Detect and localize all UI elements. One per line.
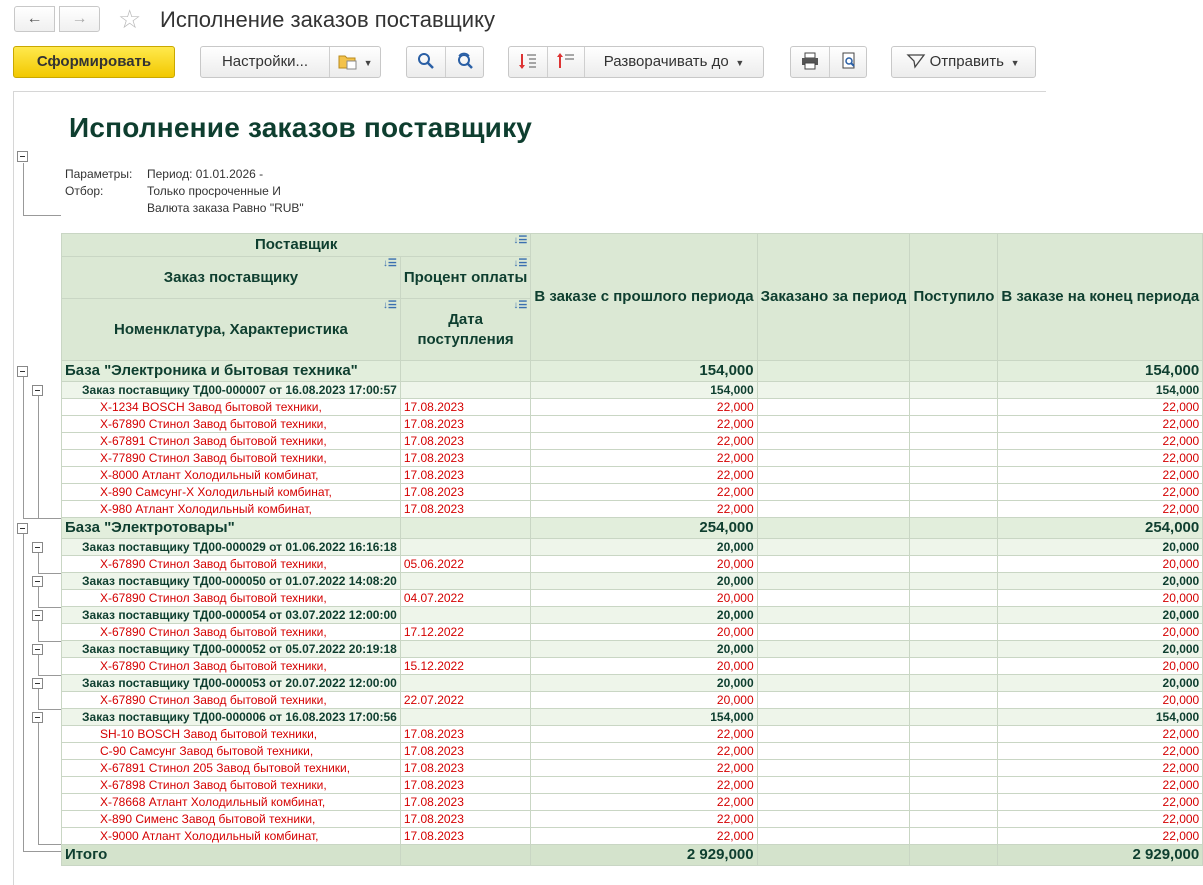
arrow-left-icon: ← — [26, 10, 43, 27]
row-date: 17.08.2023 — [400, 828, 531, 845]
filter-value-1: Только просроченные И — [147, 184, 281, 198]
row-prev-period: 22,000 — [531, 484, 757, 501]
row-end-period: 20,000 — [998, 556, 1203, 573]
row-prev-period: 22,000 — [531, 777, 757, 794]
row-prev-period: 20,000 — [531, 539, 757, 556]
row-received — [910, 590, 998, 607]
row-prev-period: 20,000 — [531, 624, 757, 641]
row-name: Заказ поставщику ТД00-000053 от 20.07.2022 12:00:00 — [62, 675, 401, 692]
row-prev-period: 22,000 — [531, 416, 757, 433]
total-label: Итого — [62, 845, 401, 866]
chevron-down-icon: ▼ — [732, 58, 745, 68]
header-ordered[interactable]: Заказано за период — [757, 234, 910, 361]
row-date: 17.08.2023 — [400, 743, 531, 760]
row-ordered — [757, 777, 910, 794]
row-ordered — [757, 399, 910, 416]
row-received — [910, 539, 998, 556]
row-name: X-890 Сименс Завод бытовой техники, — [62, 811, 401, 828]
row-received — [910, 709, 998, 726]
params-label: Параметры: — [65, 167, 133, 181]
row-date: 17.08.2023 — [400, 777, 531, 794]
settings-button[interactable]: Настройки... — [221, 53, 309, 70]
row-date — [400, 607, 531, 624]
row-ordered — [757, 539, 910, 556]
row-prev-period: 22,000 — [531, 726, 757, 743]
row-prev-period: 20,000 — [531, 692, 757, 709]
row-ordered — [757, 743, 910, 760]
row-ordered — [757, 590, 910, 607]
header-prev-period[interactable]: В заказе с прошлого периода — [531, 234, 757, 361]
row-date — [400, 518, 531, 539]
group-row-order[interactable] — [62, 675, 1203, 692]
arrow-right-icon: → — [71, 10, 88, 27]
item-row[interactable] — [62, 467, 1203, 484]
outline-line — [23, 851, 61, 852]
item-row[interactable] — [62, 556, 1203, 573]
find-next-button[interactable] — [446, 47, 484, 77]
row-end-period: 20,000 — [998, 573, 1203, 590]
row-prev-period: 20,000 — [531, 675, 757, 692]
row-name: C-90 Самсунг Завод бытовой техники, — [62, 743, 401, 760]
row-date: 17.08.2023 — [400, 450, 531, 467]
item-row[interactable] — [62, 726, 1203, 743]
collapse-order-toggle[interactable] — [32, 712, 43, 723]
send-label: Отправить — [929, 53, 1004, 70]
row-ordered — [757, 658, 910, 675]
row-end-period: 22,000 — [998, 450, 1203, 467]
row-prev-period: 254,000 — [531, 518, 757, 539]
row-date — [400, 675, 531, 692]
row-received — [910, 484, 998, 501]
row-end-period: 154,000 — [998, 709, 1203, 726]
row-ordered — [757, 467, 910, 484]
params-value: Период: 01.01.2026 - — [147, 167, 264, 181]
report-title: Исполнение заказов поставщику — [69, 112, 533, 143]
total-end: 2 929,000 — [998, 845, 1203, 866]
row-name: Заказ поставщику ТД00-000054 от 03.07.2022 12:00:00 — [62, 607, 401, 624]
outline-line — [23, 377, 24, 518]
row-ordered — [757, 811, 910, 828]
expand-to-label: Разворачивать до — [603, 53, 729, 70]
group-row-order[interactable] — [62, 573, 1203, 590]
row-end-period: 20,000 — [998, 607, 1203, 624]
filter-value-2: Валюта заказа Равно "RUB" — [147, 201, 304, 215]
settings-group — [200, 46, 381, 78]
row-received — [910, 743, 998, 760]
row-received — [910, 692, 998, 709]
row-date: 17.08.2023 — [400, 760, 531, 777]
sort-icon: ↓☰ — [382, 258, 397, 269]
row-date: 17.12.2022 — [400, 624, 531, 641]
row-date: 22.07.2022 — [400, 692, 531, 709]
row-date — [400, 641, 531, 658]
collapse-order-toggle[interactable] — [32, 385, 43, 396]
item-row[interactable] — [62, 433, 1203, 450]
row-ordered — [757, 760, 910, 777]
row-received — [910, 416, 998, 433]
row-end-period: 20,000 — [998, 539, 1203, 556]
row-date: 17.08.2023 — [400, 811, 531, 828]
row-received — [910, 361, 998, 382]
collapse-groups-icon — [556, 52, 576, 70]
row-date: 17.08.2023 — [400, 501, 531, 518]
total-prev: 2 929,000 — [531, 845, 757, 866]
row-end-period: 22,000 — [998, 416, 1203, 433]
row-received — [910, 556, 998, 573]
item-row[interactable] — [62, 624, 1203, 641]
row-name: Заказ поставщику ТД00-000007 от 16.08.2023 17:00:57 — [62, 382, 401, 399]
row-received — [910, 399, 998, 416]
item-row[interactable] — [62, 794, 1203, 811]
row-name: X-67891 Стинол Завод бытовой техники, — [62, 433, 401, 450]
row-date: 17.08.2023 — [400, 484, 531, 501]
outline-line — [38, 844, 61, 845]
row-name: X-67890 Стинол Завод бытовой техники, — [62, 416, 401, 433]
collapse-groups-button[interactable] — [548, 47, 584, 77]
row-name: X-67898 Стинол Завод бытовой техники, — [62, 777, 401, 794]
row-end-period: 22,000 — [998, 433, 1203, 450]
row-name: X-67890 Стинол Завод бытовой техники, — [62, 590, 401, 607]
collapse-group-toggle[interactable] — [17, 523, 28, 534]
item-row[interactable] — [62, 743, 1203, 760]
row-received — [910, 433, 998, 450]
row-prev-period: 22,000 — [531, 811, 757, 828]
group-row-warehouse[interactable] — [62, 518, 1203, 539]
row-ordered — [757, 450, 910, 467]
row-prev-period: 20,000 — [531, 573, 757, 590]
outline-line — [38, 553, 39, 573]
generate-button[interactable]: Сформировать — [13, 46, 175, 78]
row-name: База "Электротовары" — [62, 518, 401, 539]
row-date — [400, 361, 531, 382]
item-row[interactable] — [62, 658, 1203, 675]
row-ordered — [757, 624, 910, 641]
item-row[interactable] — [62, 450, 1203, 467]
row-ordered — [757, 361, 910, 382]
outline-line — [38, 709, 61, 710]
expand-to-dropdown[interactable] — [585, 47, 763, 77]
item-row[interactable] — [62, 416, 1203, 433]
window-title: Исполнение заказов поставщику — [160, 7, 495, 32]
row-date: 17.08.2023 — [400, 433, 531, 450]
row-end-period: 22,000 — [998, 777, 1203, 794]
row-prev-period: 20,000 — [531, 607, 757, 624]
outline-line — [38, 621, 39, 641]
outline-line — [38, 675, 61, 676]
row-name: X-67891 Стинол 205 Завод бытовой техники, — [62, 760, 401, 777]
row-end-period: 154,000 — [998, 361, 1203, 382]
sort-icon: ↓☰ — [513, 235, 528, 246]
chevron-down-icon: ▼ — [363, 58, 373, 68]
row-received — [910, 450, 998, 467]
outline-line — [38, 573, 61, 574]
folder-icon — [337, 51, 359, 71]
collapse-order-toggle[interactable] — [32, 678, 43, 689]
report-table — [61, 233, 1203, 866]
row-prev-period: 154,000 — [531, 382, 757, 399]
row-ordered — [757, 675, 910, 692]
row-end-period: 22,000 — [998, 794, 1203, 811]
row-end-period: 22,000 — [998, 399, 1203, 416]
outline-line — [38, 641, 61, 642]
row-prev-period: 154,000 — [531, 361, 757, 382]
row-prev-period: 22,000 — [531, 743, 757, 760]
row-date: 17.08.2023 — [400, 416, 531, 433]
row-ordered — [757, 433, 910, 450]
send-icon — [907, 53, 925, 69]
row-prev-period: 20,000 — [531, 590, 757, 607]
header-end-period[interactable]: В заказе на конец периода — [998, 234, 1203, 361]
row-date: 15.12.2022 — [400, 658, 531, 675]
item-row[interactable] — [62, 828, 1203, 845]
row-end-period: 22,000 — [998, 743, 1203, 760]
item-row[interactable] — [62, 590, 1203, 607]
row-end-period: 22,000 — [998, 484, 1203, 501]
row-end-period: 20,000 — [998, 590, 1203, 607]
row-date: 17.08.2023 — [400, 726, 531, 743]
item-row[interactable] — [62, 760, 1203, 777]
expand-groups-icon — [518, 52, 538, 70]
row-received — [910, 658, 998, 675]
row-received — [910, 794, 998, 811]
outline-line — [38, 396, 39, 518]
row-name: X-980 Атлант Холодильный комбинат, — [62, 501, 401, 518]
header-item[interactable]: Номенклатура, Характеристика ↓☰ — [62, 299, 401, 361]
row-end-period: 22,000 — [998, 811, 1203, 828]
group-row-warehouse[interactable] — [62, 361, 1203, 382]
row-received — [910, 518, 998, 539]
row-end-period: 20,000 — [998, 675, 1203, 692]
row-prev-period: 22,000 — [531, 399, 757, 416]
row-ordered — [757, 416, 910, 433]
group-row-order[interactable] — [62, 539, 1203, 556]
print-group — [790, 46, 867, 78]
row-received — [910, 501, 998, 518]
row-date — [400, 539, 531, 556]
row-received — [910, 828, 998, 845]
row-name: X-67890 Стинол Завод бытовой техники, — [62, 692, 401, 709]
row-received — [910, 777, 998, 794]
row-ordered — [757, 607, 910, 624]
total-row — [62, 845, 1203, 866]
row-prev-period: 22,000 — [531, 450, 757, 467]
printer-icon — [800, 52, 820, 70]
row-date: 17.08.2023 — [400, 467, 531, 484]
row-date — [400, 709, 531, 726]
search-button[interactable] — [407, 47, 445, 77]
row-ordered — [757, 518, 910, 539]
group-row-order[interactable] — [62, 607, 1203, 624]
row-name: Заказ поставщику ТД00-000050 от 01.07.2022 14:08:20 — [62, 573, 401, 590]
row-end-period: 22,000 — [998, 467, 1203, 484]
row-received — [910, 624, 998, 641]
row-name: X-78668 Атлант Холодильный комбинат, — [62, 794, 401, 811]
row-name: SH-10 BOSCH Завод бытовой техники, — [62, 726, 401, 743]
row-end-period: 22,000 — [998, 828, 1203, 845]
row-end-period: 22,000 — [998, 760, 1203, 777]
outline-line — [23, 518, 61, 519]
toolbar — [0, 44, 1045, 80]
outline-line — [38, 655, 39, 675]
header-order[interactable]: Заказ поставщику ↓☰ — [62, 257, 401, 299]
row-name: X-77890 Стинол Завод бытовой техники, — [62, 450, 401, 467]
row-name: X-9000 Атлант Холодильный комбинат, — [62, 828, 401, 845]
grouping-group — [508, 46, 764, 78]
row-date: 17.08.2023 — [400, 794, 531, 811]
row-ordered — [757, 828, 910, 845]
group-row-order[interactable] — [62, 382, 1203, 399]
row-end-period: 22,000 — [998, 726, 1203, 743]
title-bar — [0, 0, 1045, 42]
row-end-period: 22,000 — [998, 501, 1203, 518]
item-row[interactable] — [62, 501, 1203, 518]
row-prev-period: 22,000 — [531, 501, 757, 518]
outline-line — [23, 534, 24, 851]
group-row-order[interactable] — [62, 641, 1203, 658]
row-name: Заказ поставщику ТД00-000006 от 16.08.2023 17:00:56 — [62, 709, 401, 726]
item-row[interactable] — [62, 692, 1203, 709]
row-received — [910, 726, 998, 743]
row-ordered — [757, 556, 910, 573]
row-received — [910, 811, 998, 828]
item-row[interactable] — [62, 484, 1203, 501]
row-ordered — [757, 794, 910, 811]
row-name: Заказ поставщику ТД00-000029 от 01.06.2022 16:16:18 — [62, 539, 401, 556]
row-name: X-67890 Стинол Завод бытовой техники, — [62, 556, 401, 573]
row-prev-period: 20,000 — [531, 658, 757, 675]
outline-line — [38, 689, 39, 709]
header-receipt-date[interactable]: Дата поступления ↓☰ — [400, 299, 531, 361]
row-ordered — [757, 484, 910, 501]
row-date — [400, 573, 531, 590]
item-row[interactable] — [62, 399, 1203, 416]
print-preview-button[interactable] — [830, 47, 867, 77]
row-name: X-8000 Атлант Холодильный комбинат, — [62, 467, 401, 484]
row-received — [910, 641, 998, 658]
favorite-star-icon[interactable]: ☆ — [118, 4, 142, 34]
row-name: X-1234 BOSCH Завод бытовой техники, — [62, 399, 401, 416]
row-end-period: 20,000 — [998, 624, 1203, 641]
row-prev-period: 22,000 — [531, 433, 757, 450]
row-received — [910, 675, 998, 692]
header-received[interactable]: Поступило — [910, 234, 998, 361]
chevron-down-icon: ▼ — [1008, 58, 1020, 68]
row-received — [910, 467, 998, 484]
row-name: X-890 Самсунг-X Холодильный комбинат, — [62, 484, 401, 501]
row-end-period: 20,000 — [998, 692, 1203, 709]
header-supplier[interactable]: Поставщик ↓☰ — [62, 234, 531, 257]
row-ordered — [757, 692, 910, 709]
sort-icon: ↓☰ — [513, 300, 528, 311]
row-ordered — [757, 382, 910, 399]
row-date: 17.08.2023 — [400, 399, 531, 416]
row-received — [910, 760, 998, 777]
row-prev-period: 22,000 — [531, 828, 757, 845]
item-row[interactable] — [62, 777, 1203, 794]
find-next-icon — [456, 52, 474, 70]
sort-icon: ↓☰ — [513, 258, 528, 269]
search-group — [406, 46, 484, 78]
row-ordered — [757, 726, 910, 743]
row-ordered — [757, 641, 910, 658]
collapse-order-toggle[interactable] — [32, 542, 43, 553]
print-button[interactable] — [791, 47, 829, 77]
row-ordered — [757, 573, 910, 590]
row-ordered — [757, 501, 910, 518]
row-end-period: 20,000 — [998, 641, 1203, 658]
row-received — [910, 607, 998, 624]
row-prev-period: 22,000 — [531, 760, 757, 777]
row-ordered — [757, 709, 910, 726]
sort-icon: ↓☰ — [382, 300, 397, 311]
row-prev-period: 154,000 — [531, 709, 757, 726]
collapse-order-toggle[interactable] — [32, 610, 43, 621]
print-preview-icon — [840, 52, 858, 70]
outline-line — [38, 587, 39, 607]
row-prev-period: 22,000 — [531, 467, 757, 484]
report-variant-button[interactable] — [330, 47, 380, 77]
row-end-period: 20,000 — [998, 658, 1203, 675]
item-row[interactable] — [62, 811, 1203, 828]
row-end-period: 154,000 — [998, 382, 1203, 399]
row-name: Заказ поставщику ТД00-000052 от 05.07.2022 20:19:18 — [62, 641, 401, 658]
search-icon — [417, 52, 435, 70]
row-prev-period: 20,000 — [531, 641, 757, 658]
collapse-order-toggle[interactable] — [32, 576, 43, 587]
row-date: 05.06.2022 — [400, 556, 531, 573]
filter-label: Отбор: — [65, 184, 104, 198]
row-received — [910, 382, 998, 399]
collapse-header-toggle[interactable] — [17, 151, 28, 162]
group-row-order[interactable] — [62, 709, 1203, 726]
row-name: База "Электроника и бытовая техника" — [62, 361, 401, 382]
row-date: 04.07.2022 — [400, 590, 531, 607]
expand-groups-button[interactable] — [509, 47, 547, 77]
send-dropdown[interactable] — [891, 46, 1036, 78]
row-date — [400, 382, 531, 399]
collapse-group-toggle[interactable] — [17, 366, 28, 377]
row-prev-period: 20,000 — [531, 556, 757, 573]
outline-line — [38, 723, 39, 844]
outline-line — [38, 607, 61, 608]
collapse-order-toggle[interactable] — [32, 644, 43, 655]
row-name: X-67890 Стинол Завод бытовой техники, — [62, 624, 401, 641]
back-button[interactable] — [14, 6, 55, 32]
row-received — [910, 573, 998, 590]
forward-button[interactable] — [59, 6, 100, 32]
row-name: X-67890 Стинол Завод бытовой техники, — [62, 658, 401, 675]
row-end-period: 254,000 — [998, 518, 1203, 539]
header-payment-pct[interactable]: Процент оплаты ↓☰ — [400, 257, 531, 299]
row-prev-period: 22,000 — [531, 794, 757, 811]
